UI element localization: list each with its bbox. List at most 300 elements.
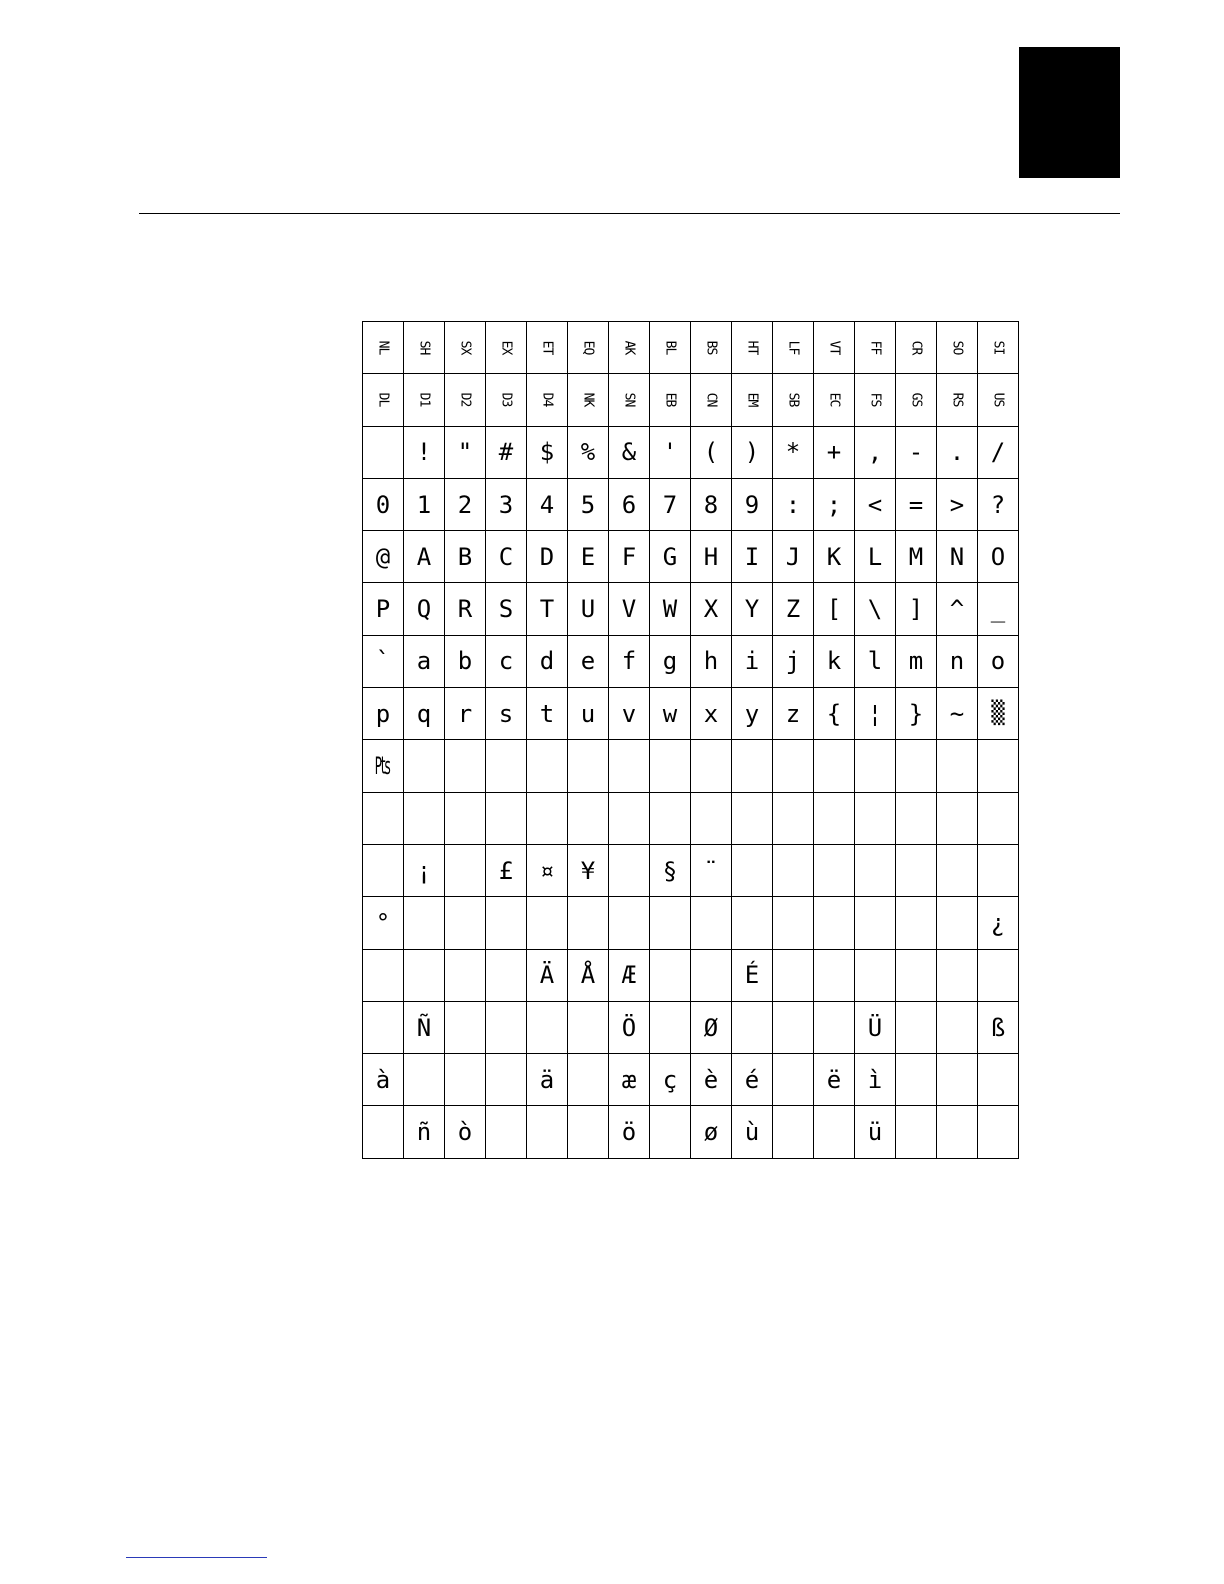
character-cell <box>855 897 896 949</box>
control-code-label: SH <box>416 340 432 355</box>
character-cell: Ñ <box>404 1001 445 1053</box>
character-cell: ò <box>445 1106 486 1158</box>
character-cell: f <box>609 635 650 687</box>
character-cell <box>486 1001 527 1053</box>
character-cell <box>609 740 650 792</box>
control-code-label: EC <box>826 393 842 407</box>
character-cell <box>814 1106 855 1158</box>
character-cell: t <box>527 688 568 740</box>
character-cell: Ä <box>527 949 568 1001</box>
character-cell: 2 <box>445 478 486 530</box>
character-cell <box>363 426 404 478</box>
character-cell: E <box>568 531 609 583</box>
character-cell <box>568 374 609 426</box>
character-cell: w <box>650 688 691 740</box>
character-cell <box>568 792 609 844</box>
control-code-label: D2 <box>457 393 473 407</box>
character-cell: x <box>691 688 732 740</box>
character-cell <box>650 949 691 1001</box>
character-cell: ' <box>650 426 691 478</box>
character-cell <box>937 374 978 426</box>
character-cell <box>814 1001 855 1053</box>
control-code-label: NL <box>375 340 391 355</box>
character-cell <box>732 740 773 792</box>
control-code-label: CR <box>908 340 924 355</box>
character-cell <box>609 374 650 426</box>
character-cell <box>896 844 937 896</box>
control-code-label: SO <box>949 340 965 355</box>
character-cell: ç <box>650 1054 691 1106</box>
character-cell: Ü <box>855 1001 896 1053</box>
character-cell <box>773 374 814 426</box>
character-cell: N <box>937 531 978 583</box>
character-cell <box>855 322 896 374</box>
table-row <box>363 426 1019 478</box>
character-cell: 0 <box>363 478 404 530</box>
character-cell: ₧ <box>363 740 404 792</box>
table-row <box>363 1106 1019 1158</box>
table-row <box>363 1054 1019 1106</box>
control-code-label: US <box>990 393 1006 407</box>
character-cell: / <box>978 426 1019 478</box>
character-cell: k <box>814 635 855 687</box>
character-cell <box>445 1054 486 1106</box>
character-cell <box>978 740 1019 792</box>
character-cell: y <box>732 688 773 740</box>
character-cell: ¿ <box>978 897 1019 949</box>
character-cell: 8 <box>691 478 732 530</box>
table-row <box>363 688 1019 740</box>
character-cell: ë <box>814 1054 855 1106</box>
character-cell <box>363 844 404 896</box>
character-cell: 1 <box>404 478 445 530</box>
character-cell: " <box>445 426 486 478</box>
character-cell: ¦ <box>855 688 896 740</box>
character-cell: % <box>568 426 609 478</box>
character-cell: I <box>732 531 773 583</box>
character-cell <box>404 374 445 426</box>
character-cell: & <box>609 426 650 478</box>
character-cell <box>773 792 814 844</box>
character-cell <box>937 949 978 1001</box>
character-cell <box>445 1001 486 1053</box>
character-cell <box>773 1001 814 1053</box>
character-cell: # <box>486 426 527 478</box>
character-cell <box>445 949 486 1001</box>
table-row <box>363 740 1019 792</box>
character-cell <box>650 740 691 792</box>
character-cell: l <box>855 635 896 687</box>
character-cell <box>691 792 732 844</box>
character-cell: ¥ <box>568 844 609 896</box>
character-cell <box>978 792 1019 844</box>
character-cell: S <box>486 583 527 635</box>
character-cell: Å <box>568 949 609 1001</box>
table-row <box>363 897 1019 949</box>
character-cell: ¤ <box>527 844 568 896</box>
character-cell: G <box>650 531 691 583</box>
control-code-label: D3 <box>498 393 514 407</box>
control-code-label: DL <box>375 393 391 407</box>
control-code-label: EM <box>744 393 760 407</box>
character-cell <box>527 792 568 844</box>
character-cell <box>855 949 896 1001</box>
character-cell <box>773 844 814 896</box>
character-cell: ^ <box>937 583 978 635</box>
character-cell: Æ <box>609 949 650 1001</box>
character-cell <box>568 1106 609 1158</box>
character-cell: ü <box>855 1106 896 1158</box>
character-cell: £ <box>486 844 527 896</box>
character-cell <box>363 322 404 374</box>
footer-link-underline <box>126 1557 267 1558</box>
character-cell <box>896 897 937 949</box>
character-cell: Y <box>732 583 773 635</box>
character-cell: Q <box>404 583 445 635</box>
control-code-label: HT <box>744 340 760 355</box>
character-cell <box>978 1054 1019 1106</box>
character-cell: V <box>609 583 650 635</box>
character-cell <box>732 844 773 896</box>
character-cell: É <box>732 949 773 1001</box>
character-cell <box>486 1106 527 1158</box>
character-cell: o <box>978 635 1019 687</box>
character-cell: } <box>896 688 937 740</box>
character-cell <box>896 949 937 1001</box>
character-cell: ▒ <box>978 688 1019 740</box>
character-cell <box>814 740 855 792</box>
control-code-label: SX <box>457 340 473 355</box>
control-code-label: GS <box>908 393 924 407</box>
character-cell: c <box>486 635 527 687</box>
character-cell <box>609 897 650 949</box>
character-cell <box>691 740 732 792</box>
character-cell: è <box>691 1054 732 1106</box>
character-cell: 6 <box>609 478 650 530</box>
character-cell <box>773 949 814 1001</box>
character-cell <box>486 949 527 1001</box>
character-cell: g <box>650 635 691 687</box>
table-row <box>363 844 1019 896</box>
character-cell <box>609 792 650 844</box>
table-row <box>363 949 1019 1001</box>
character-cell <box>896 792 937 844</box>
character-cell <box>445 740 486 792</box>
character-cell: H <box>691 531 732 583</box>
character-cell <box>404 949 445 1001</box>
character-cell: m <box>896 635 937 687</box>
character-cell <box>773 1106 814 1158</box>
character-cell <box>404 740 445 792</box>
character-cell: Z <box>773 583 814 635</box>
control-code-label: ET <box>539 340 555 355</box>
character-cell: h <box>691 635 732 687</box>
character-cell: { <box>814 688 855 740</box>
control-code-label: EQ <box>580 340 596 355</box>
character-set-table-body <box>363 322 1019 1159</box>
character-cell: = <box>896 478 937 530</box>
character-cell <box>814 792 855 844</box>
control-code-label: SN <box>621 393 637 407</box>
character-cell <box>814 374 855 426</box>
character-cell <box>404 1054 445 1106</box>
character-cell <box>855 792 896 844</box>
character-cell: ß <box>978 1001 1019 1053</box>
chapter-tab-marker <box>1019 47 1120 178</box>
character-cell <box>527 374 568 426</box>
character-cell <box>937 1054 978 1106</box>
character-cell <box>650 1001 691 1053</box>
character-cell <box>773 897 814 949</box>
character-cell: ¡ <box>404 844 445 896</box>
character-cell: à <box>363 1054 404 1106</box>
table-row <box>363 583 1019 635</box>
character-cell: ñ <box>404 1106 445 1158</box>
character-cell <box>732 792 773 844</box>
character-cell <box>527 322 568 374</box>
character-cell <box>814 844 855 896</box>
character-cell: ? <box>978 478 1019 530</box>
character-cell <box>896 322 937 374</box>
character-cell: 7 <box>650 478 691 530</box>
character-cell <box>404 897 445 949</box>
character-cell: ä <box>527 1054 568 1106</box>
control-code-label: AK <box>621 340 637 355</box>
character-cell <box>773 1054 814 1106</box>
character-cell <box>650 1106 691 1158</box>
character-cell: u <box>568 688 609 740</box>
control-code-label: EB <box>662 393 678 407</box>
character-cell: r <box>445 688 486 740</box>
character-cell: ì <box>855 1054 896 1106</box>
character-cell <box>527 1106 568 1158</box>
character-cell: O <box>978 531 1019 583</box>
character-cell: J <box>773 531 814 583</box>
character-cell <box>978 1106 1019 1158</box>
character-cell: * <box>773 426 814 478</box>
control-code-label: D4 <box>539 393 555 407</box>
table-row <box>363 322 1019 374</box>
character-cell: § <box>650 844 691 896</box>
character-cell: ù <box>732 1106 773 1158</box>
header-rule <box>139 213 1120 214</box>
character-cell <box>527 1001 568 1053</box>
character-cell <box>937 844 978 896</box>
character-cell <box>609 844 650 896</box>
character-cell: < <box>855 478 896 530</box>
character-cell: D <box>527 531 568 583</box>
character-cell: d <box>527 635 568 687</box>
character-cell <box>937 792 978 844</box>
character-cell: i <box>732 635 773 687</box>
character-cell <box>486 322 527 374</box>
character-cell <box>568 740 609 792</box>
character-cell <box>978 322 1019 374</box>
character-cell: 4 <box>527 478 568 530</box>
character-cell <box>363 1001 404 1053</box>
character-cell <box>404 792 445 844</box>
character-cell: e <box>568 635 609 687</box>
character-cell <box>363 374 404 426</box>
character-cell <box>896 740 937 792</box>
character-cell <box>691 374 732 426</box>
character-cell: K <box>814 531 855 583</box>
character-cell <box>445 322 486 374</box>
character-cell: p <box>363 688 404 740</box>
table-row <box>363 1001 1019 1053</box>
character-cell: v <box>609 688 650 740</box>
character-cell <box>568 1054 609 1106</box>
character-cell: é <box>732 1054 773 1106</box>
character-cell: ø <box>691 1106 732 1158</box>
control-code-label: LF <box>785 340 801 355</box>
character-cell <box>855 844 896 896</box>
character-cell <box>486 374 527 426</box>
table-row <box>363 792 1019 844</box>
character-cell: ! <box>404 426 445 478</box>
character-cell <box>568 897 609 949</box>
character-cell <box>363 949 404 1001</box>
character-cell: M <box>896 531 937 583</box>
character-cell: B <box>445 531 486 583</box>
character-cell: ) <box>732 426 773 478</box>
character-cell <box>732 374 773 426</box>
character-cell: ( <box>691 426 732 478</box>
character-cell: X <box>691 583 732 635</box>
control-code-label: EX <box>498 340 514 355</box>
character-cell: ; <box>814 478 855 530</box>
character-cell: P <box>363 583 404 635</box>
character-cell: b <box>445 635 486 687</box>
character-cell <box>937 897 978 949</box>
character-cell <box>814 322 855 374</box>
character-cell <box>814 949 855 1001</box>
character-cell: [ <box>814 583 855 635</box>
character-cell <box>691 949 732 1001</box>
character-cell <box>937 1106 978 1158</box>
character-cell <box>978 949 1019 1001</box>
character-cell: a <box>404 635 445 687</box>
character-cell <box>404 322 445 374</box>
character-cell: F <box>609 531 650 583</box>
character-cell <box>732 897 773 949</box>
character-cell: C <box>486 531 527 583</box>
control-code-label: CN <box>703 393 719 407</box>
control-code-label: BS <box>703 340 719 355</box>
character-cell: T <box>527 583 568 635</box>
character-cell: @ <box>363 531 404 583</box>
control-code-label: BL <box>662 340 678 355</box>
character-cell <box>937 1001 978 1053</box>
character-cell <box>650 322 691 374</box>
control-code-label: FF <box>867 340 883 355</box>
control-code-label: SB <box>785 393 801 407</box>
character-cell <box>445 897 486 949</box>
character-cell <box>855 740 896 792</box>
character-cell <box>445 792 486 844</box>
character-cell <box>363 1106 404 1158</box>
character-cell: ` <box>363 635 404 687</box>
character-cell: ö <box>609 1106 650 1158</box>
character-cell: U <box>568 583 609 635</box>
character-cell <box>486 740 527 792</box>
character-cell: $ <box>527 426 568 478</box>
character-cell: - <box>896 426 937 478</box>
character-cell: , <box>855 426 896 478</box>
character-cell: ¨ <box>691 844 732 896</box>
character-cell: . <box>937 426 978 478</box>
character-cell: z <box>773 688 814 740</box>
character-cell <box>527 897 568 949</box>
character-cell <box>486 1054 527 1106</box>
character-cell <box>445 844 486 896</box>
character-cell <box>527 740 568 792</box>
character-cell <box>486 792 527 844</box>
character-cell: 5 <box>568 478 609 530</box>
character-cell: æ <box>609 1054 650 1106</box>
character-cell <box>855 374 896 426</box>
character-cell <box>568 1001 609 1053</box>
control-code-label: NK <box>580 393 596 407</box>
control-code-label: RS <box>949 393 965 407</box>
character-cell: ~ <box>937 688 978 740</box>
character-cell <box>896 1001 937 1053</box>
character-cell: q <box>404 688 445 740</box>
character-cell: n <box>937 635 978 687</box>
character-cell <box>773 740 814 792</box>
character-cell <box>937 322 978 374</box>
table-row <box>363 635 1019 687</box>
character-cell: L <box>855 531 896 583</box>
character-cell <box>650 792 691 844</box>
character-cell <box>978 844 1019 896</box>
character-cell: Ö <box>609 1001 650 1053</box>
character-cell <box>732 1001 773 1053</box>
character-cell: 9 <box>732 478 773 530</box>
character-cell <box>732 322 773 374</box>
character-cell <box>445 374 486 426</box>
character-cell <box>650 374 691 426</box>
character-cell: _ <box>978 583 1019 635</box>
character-cell: + <box>814 426 855 478</box>
character-cell <box>773 322 814 374</box>
control-code-label: FS <box>867 393 883 407</box>
table-row <box>363 531 1019 583</box>
character-set-table <box>362 321 1019 1159</box>
character-cell <box>937 740 978 792</box>
character-cell <box>896 374 937 426</box>
character-cell <box>609 322 650 374</box>
table-row <box>363 478 1019 530</box>
character-cell: Ø <box>691 1001 732 1053</box>
character-cell <box>568 322 609 374</box>
character-cell: R <box>445 583 486 635</box>
character-cell <box>978 374 1019 426</box>
character-cell: : <box>773 478 814 530</box>
character-cell <box>486 897 527 949</box>
character-cell: \ <box>855 583 896 635</box>
character-cell: A <box>404 531 445 583</box>
character-cell: 3 <box>486 478 527 530</box>
character-cell: s <box>486 688 527 740</box>
character-cell: ° <box>363 897 404 949</box>
table-row <box>363 374 1019 426</box>
character-cell <box>691 897 732 949</box>
control-code-label: D1 <box>416 393 432 407</box>
character-cell: j <box>773 635 814 687</box>
character-cell <box>814 897 855 949</box>
character-cell: > <box>937 478 978 530</box>
